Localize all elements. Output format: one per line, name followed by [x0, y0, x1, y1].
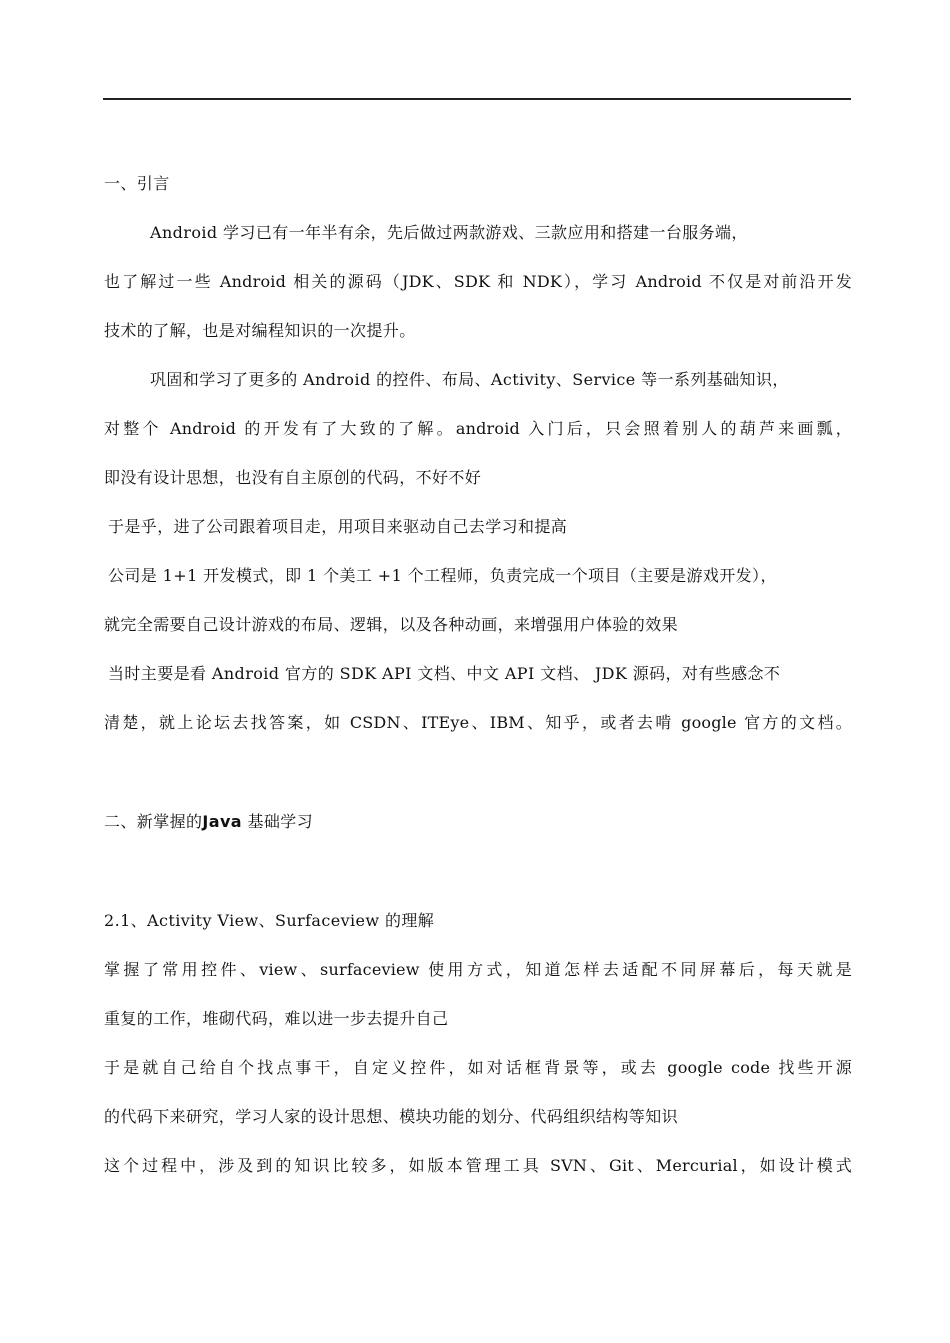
heading-bold: Java	[202, 812, 242, 831]
paragraph-line: 于是就自己给自个找点事干，自定义控件，如对话框背景等，或去 google code 找些开源	[104, 1058, 852, 1077]
paragraph-line: 对整个 Android 的开发有了大致的了解。android 入门后，只会照着别人的葫芦来画瓢，	[104, 419, 852, 438]
document-body	[104, 172, 852, 1203]
paragraph-line: 也了解过一些 Android 相关的源码（JDK、SDK 和 NDK），学习 Android 不仅是对前沿开发	[104, 272, 852, 291]
paragraph-line: 技术的了解，也是对编程知识的一次提升。	[104, 321, 416, 340]
paragraph-line: 重复的工作，堆砌代码，难以进一步去提升自己	[104, 1009, 449, 1028]
section-gap	[104, 859, 852, 909]
paragraph-line: 这个过程中，涉及到的知识比较多，如版本管理工具 SVN、Git、Mercurial，如设计模式	[104, 1156, 852, 1175]
heading-prefix: 二、新掌握的	[104, 812, 203, 831]
section-heading-java	[104, 810, 852, 834]
header-rule	[103, 98, 851, 100]
paragraph-line: 掌握了常用控件、view、surfaceview 使用方式，知道怎样去适配不同屏幕后，每天就是	[104, 960, 852, 979]
paragraph-line: 清楚，就上论坛去找答案，如 CSDN、ITEye、IBM、知乎，或者去啃 google 官方的文档。	[104, 713, 852, 732]
subsection-heading: 2.1、Activity View、Surfaceview 的理解	[104, 911, 435, 930]
paragraph-line: 公司是 1+1 开发模式，即 1 个美工 +1 个工程师，负责完成一个项目（主要是游戏开发），	[108, 566, 777, 585]
paragraph-line: 当时主要是看 Android 官方的 SDK API 文档、中文 API 文档、 JDK 源码，对有些感念不	[108, 664, 781, 683]
paragraph-line: 巩固和学习了更多的 Android 的控件、布局、Activity、Service 等一系列基础知识，	[150, 370, 789, 389]
paragraph-line: 就完全需要自己设计游戏的布局、逻辑，以及各种动画，来增强用户体验的效果	[104, 615, 679, 634]
heading-suffix: 基础学习	[241, 812, 314, 831]
section-heading-intro: 一、引言	[104, 174, 170, 193]
paragraph-line: 即没有设计思想，也没有自主原创的代码，不好不好	[104, 468, 482, 487]
paragraph-line: 的代码下来研究，学习人家的设计思想、模块功能的划分、代码组织结构等知识	[104, 1107, 679, 1126]
paragraph-line: Android 学习已有一年半有余，先后做过两款游戏、三款应用和搭建一台服务端，	[150, 223, 748, 242]
section-gap	[104, 760, 852, 810]
paragraph-line: 于是乎，进了公司跟着项目走，用项目来驱动自己去学习和提高	[108, 517, 568, 536]
